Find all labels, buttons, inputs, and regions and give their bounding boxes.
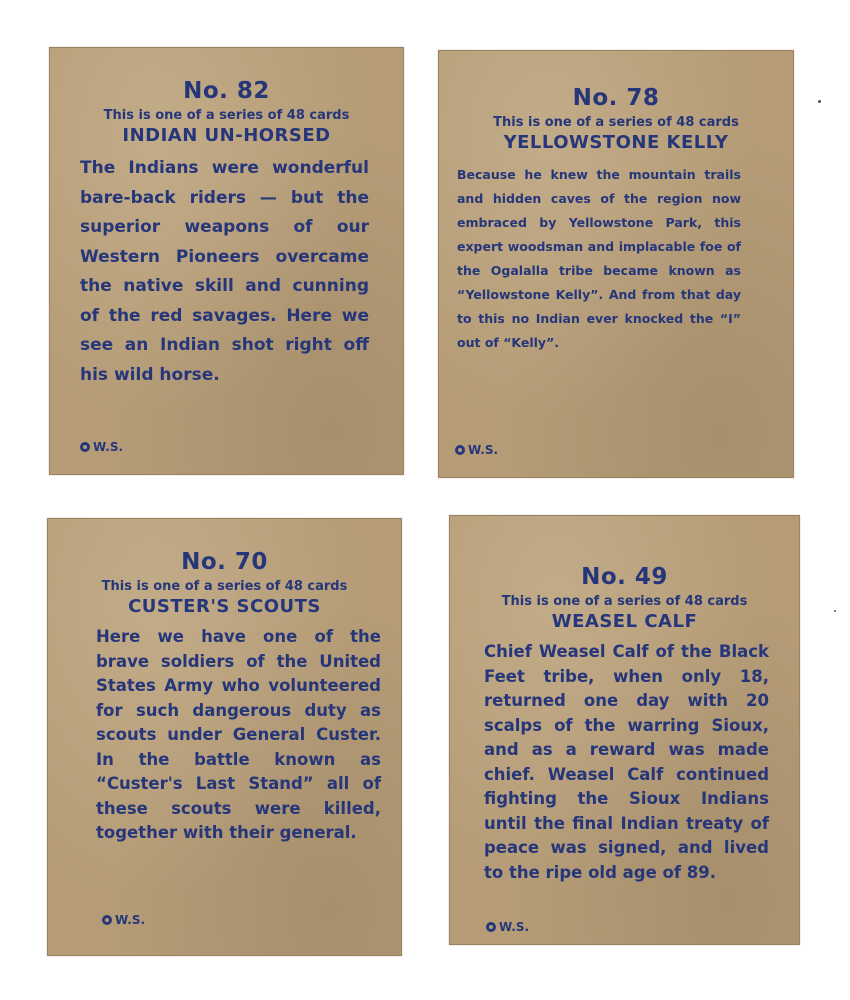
- card-series-text: This is one of a series of 48 cards: [103, 108, 350, 123]
- card-copyright-mark: [80, 440, 123, 454]
- card-copyright-mark: [486, 920, 529, 934]
- card-number: No. 78: [572, 85, 660, 111]
- card-no-82: [49, 47, 404, 475]
- card-no-70: [47, 518, 402, 956]
- card-title: WEASEL CALF: [551, 611, 698, 632]
- card-number: No. 82: [183, 78, 270, 104]
- card-series-text: This is one of a series of 48 cards: [101, 579, 348, 594]
- card-mark-text: W.S.: [115, 913, 146, 927]
- card-body: Here we have one of the brave soldiers of the United States Army who volunteered for such dangerous duty as scouts under General Custer. In the battle known as “Custer's Last Stand” all of these scouts were killed, together with their general.: [96, 627, 381, 842]
- card-copyright-mark: [102, 913, 145, 927]
- card-number: No. 49: [581, 564, 668, 590]
- card-body: The Indians were wonderful bare-back riders — but the superior weapons of our Western Pioneers overcame the native skill and cunning of the red savages. Here we see an Indian shot right off his wild horse.: [80, 158, 369, 385]
- card-number: No. 70: [181, 549, 268, 575]
- dust-speck: [834, 610, 836, 612]
- copyright-icon: [486, 922, 496, 932]
- card-mark-text: W.S.: [499, 920, 530, 934]
- card-body: Chief Weasel Calf of the Black Feet tribe, when only 18, returned one day with 20 scalps of the warring Sioux, and as a reward was made chief. Weasel Calf continued fighting the Sioux Indians until the final Indian treaty of peace was signed, and lived to the ripe old age of 89.: [484, 642, 769, 882]
- card-series-text: This is one of a series of 48 cards: [501, 594, 748, 609]
- card-mark-text: W.S.: [93, 440, 124, 454]
- card-body: Because he knew the mountain trails and hidden caves of the region now embraced by Yellowstone Park, this expert woodsman and implacable foe of the Ogalalla tribe became known as “Yellowstone Kelly”. And from that day to this no Indian ever knocked the “I” out of “Kelly”.: [457, 167, 741, 350]
- card-mark-text: W.S.: [468, 443, 499, 457]
- card-copyright-mark: [455, 443, 498, 457]
- card-no-78: [438, 50, 794, 478]
- dust-speck: [818, 100, 821, 103]
- card-series-text: This is one of a series of 48 cards: [493, 115, 739, 130]
- card-no-49: [449, 515, 800, 945]
- card-title: CUSTER'S SCOUTS: [128, 596, 321, 617]
- copyright-icon: [455, 445, 465, 455]
- card-title: INDIAN UN-HORSED: [122, 125, 331, 146]
- card-title: YELLOWSTONE KELLY: [503, 132, 729, 153]
- copyright-icon: [102, 915, 112, 925]
- copyright-icon: [80, 442, 90, 452]
